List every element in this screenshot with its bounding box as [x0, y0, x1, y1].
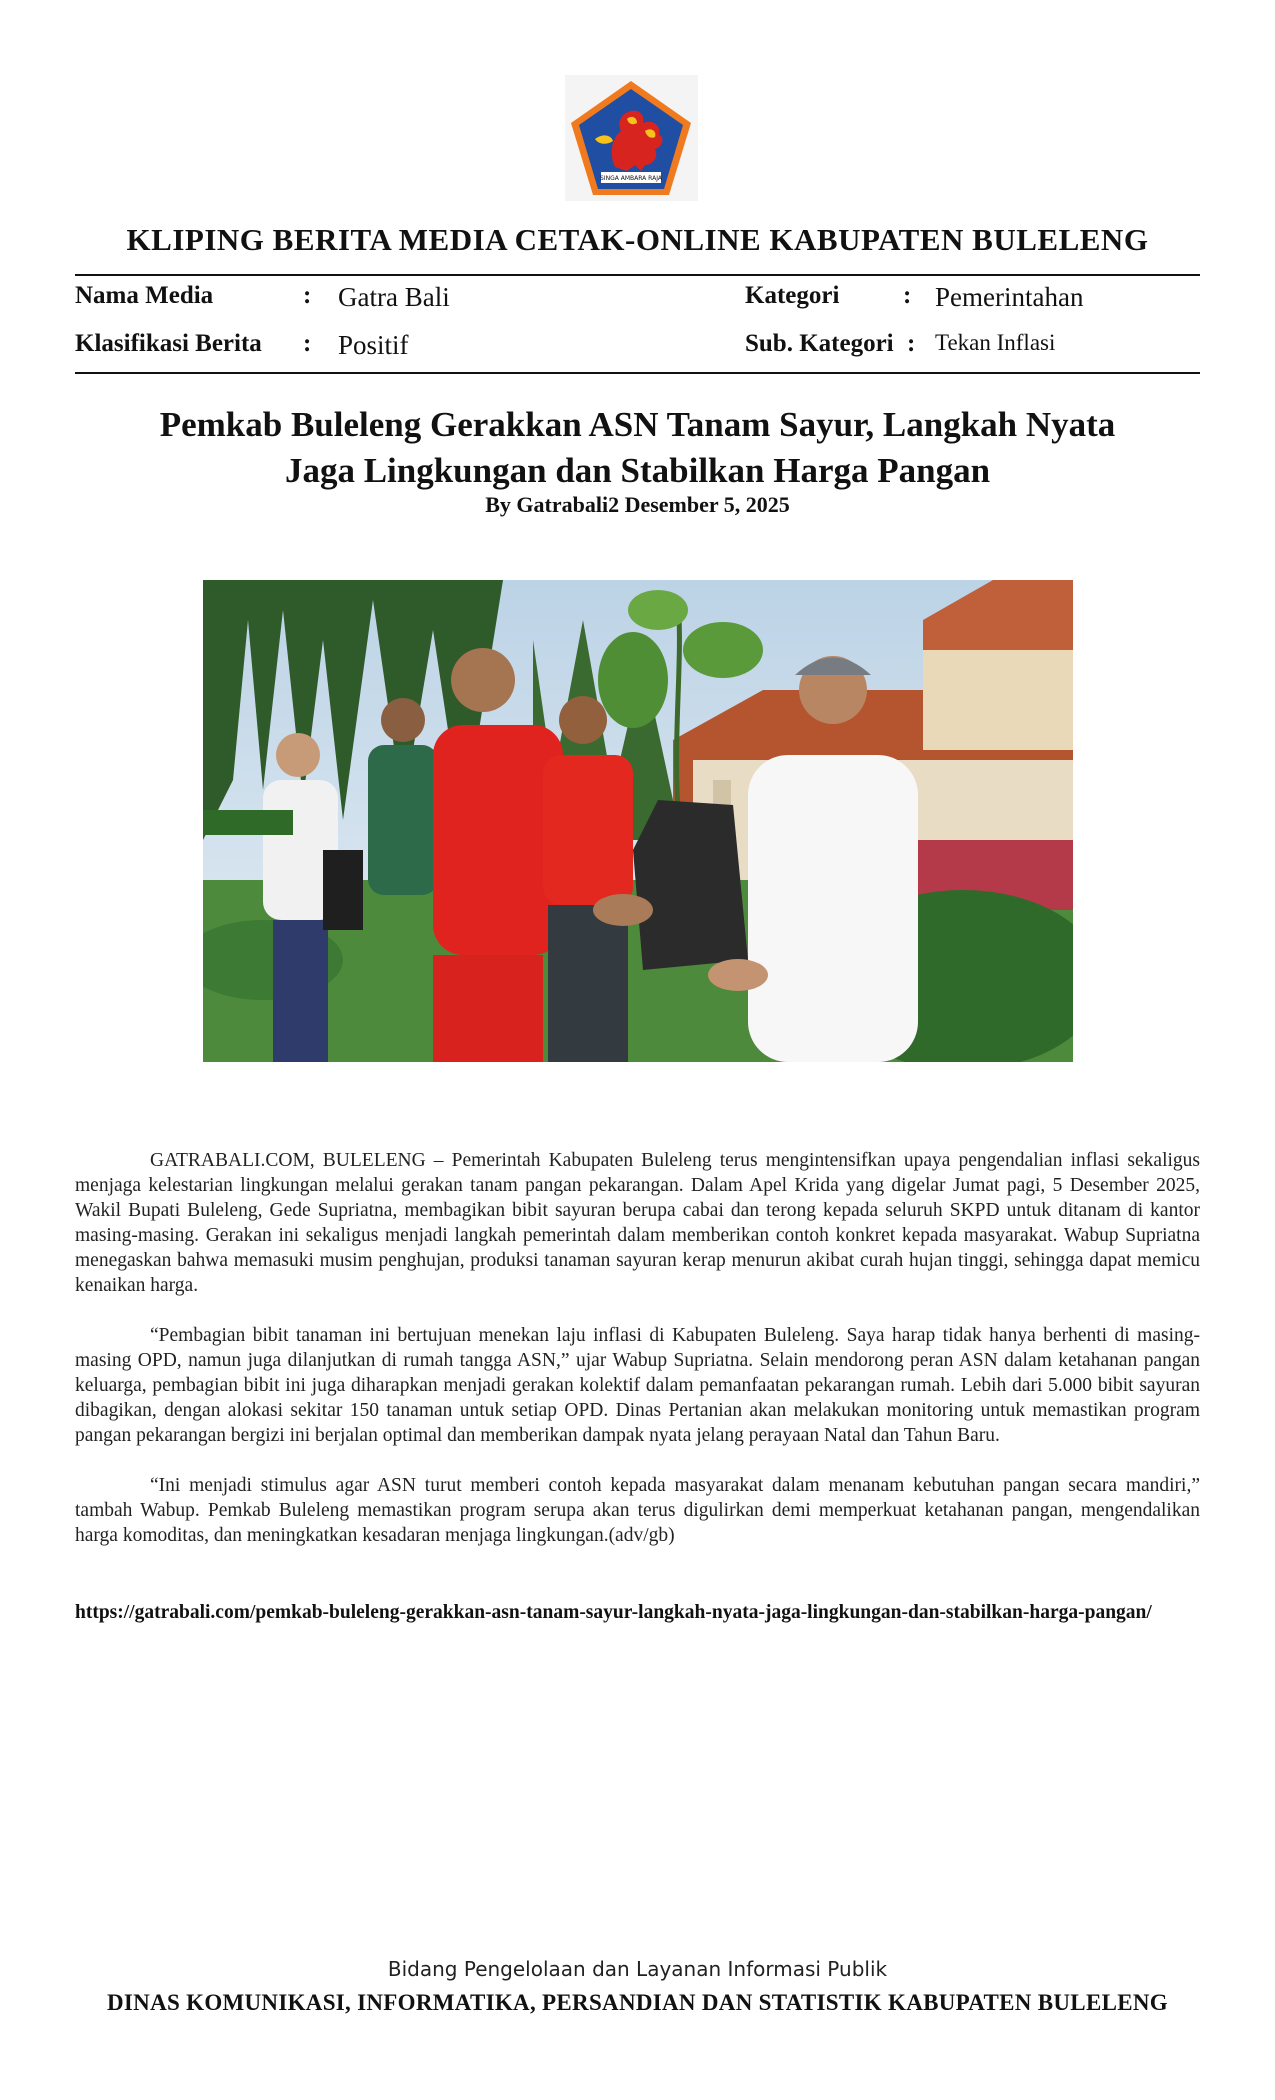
footer-agency: DINAS KOMUNIKASI, INFORMATIKA, PERSANDIAN DAN STATISTIK KABUPATEN BULELENG	[107, 1990, 1168, 2015]
sub-kategori-label: Sub. Kategori	[745, 330, 894, 357]
buleleng-crest-logo	[565, 75, 698, 201]
article-body	[75, 1148, 1200, 1573]
colon: :	[303, 282, 312, 309]
paragraph-2: “Pembagian bibit tanaman ini bertujuan menekan laju inflasi di Kabupaten Buleleng. Saya harap tidak hanya berhenti di masing-masing OPD, namun juga dilanjutkan di rumah tangga ASN,” ujar Wabup Supriatna. Selain mendorong peran ASN dalam ketahanan pangan keluarga, pembagian bibit ini juga diharapkan menjadi gerakan kolektif dalam pemanfaatan pekarangan rumah. Lebih dari 5.000 bibit sayuran dibagikan, dengan alokasi sekitar 150 tanaman untuk setiap OPD. Dinas Pertanian akan melakukan monitoring untuk memastikan program pangan pekarangan bergizi ini berjalan optimal dan memberikan dampak nyata jelang perayaan Natal dan Tahun Baru.	[75, 1325, 1200, 1446]
source-url-link[interactable]: https://gatrabali.com/pemkab-buleleng-gerakkan-asn-tanam-sayur-langkah-nyata-jaga-lingkungan-dan-stabilkan-harga-pangan/	[75, 1602, 1152, 1623]
nama-media-value: Gatra Bali	[338, 282, 450, 312]
headline-line-1: Pemkab Buleleng Gerakkan ASN Tanam Sayur, Langkah Nyata	[159, 405, 1116, 444]
colon: :	[903, 282, 912, 309]
colon: :	[907, 330, 916, 357]
colon: :	[303, 330, 312, 357]
meta-right	[745, 282, 1200, 372]
headline-line-2: Jaga Lingkungan dan Stabilkan Harga Pangan	[284, 451, 991, 490]
article-photo	[203, 580, 1073, 1062]
meta-left	[75, 282, 675, 372]
nama-media-label: Nama Media	[75, 282, 214, 309]
paragraph-3: “Ini menjadi stimulus agar ASN turut memberi contoh kepada masyarakat dalam menanam kebutuhan pangan secara mandiri,” tambah Wabup. Pemkab Buleleng memastikan program serupa akan terus digulirkan demi memperkuat ketahanan pangan, mengendalikan harga komoditas, dan meningkatkan kesadaran menjaga lingkungan.(adv/gb)	[75, 1475, 1200, 1546]
sub-kategori-value: Tekan Inflasi	[935, 330, 1056, 355]
kategori-label: Kategori	[745, 282, 840, 309]
meta-divider	[75, 372, 1200, 374]
kategori-value: Pemerintahan	[935, 282, 1084, 312]
footer-department: Bidang Pengelolaan dan Layanan Informasi Publik	[387, 1957, 888, 1981]
header-divider	[75, 274, 1200, 276]
article-headline	[100, 402, 1175, 494]
paragraph-1: GATRABALI.COM, BULELENG – Pemerintah Kabupaten Buleleng terus mengintensifkan upaya pengendalian inflasi sekaligus menjaga kelestarian lingkungan melalui gerakan tanam pangan pekarangan. Dalam Apel Krida yang digelar Jumat pagi, 5 Desember 2025, Wakil Bupati Buleleng, Gede Supriatna, membagikan bibit sayuran berupa cabai dan terong kepada seluruh SKPD untuk ditanam di kantor masing-masing. Gerakan ini sekaligus menjadi langkah pemerintah dalam memberikan contoh konkret kepada masyarakat. Wabup Supriatna menegaskan bahwa memasuki musim penghujan, produksi tanaman sayuran kerap menurun akibat curah hujan tinggi, sehingga dapat memicu kenaikan harga.	[75, 1150, 1200, 1296]
svg-text:SINGA AMBARA RAJA: SINGA AMBARA RAJA	[600, 175, 662, 182]
article-byline: By Gatrabali2 Desember 5, 2025	[485, 492, 790, 517]
klasifikasi-value: Positif	[338, 330, 409, 360]
klasifikasi-label: Klasifikasi Berita	[75, 330, 262, 357]
document-title: KLIPING BERITA MEDIA CETAK-ONLINE KABUPATEN BULELENG	[126, 222, 1149, 257]
